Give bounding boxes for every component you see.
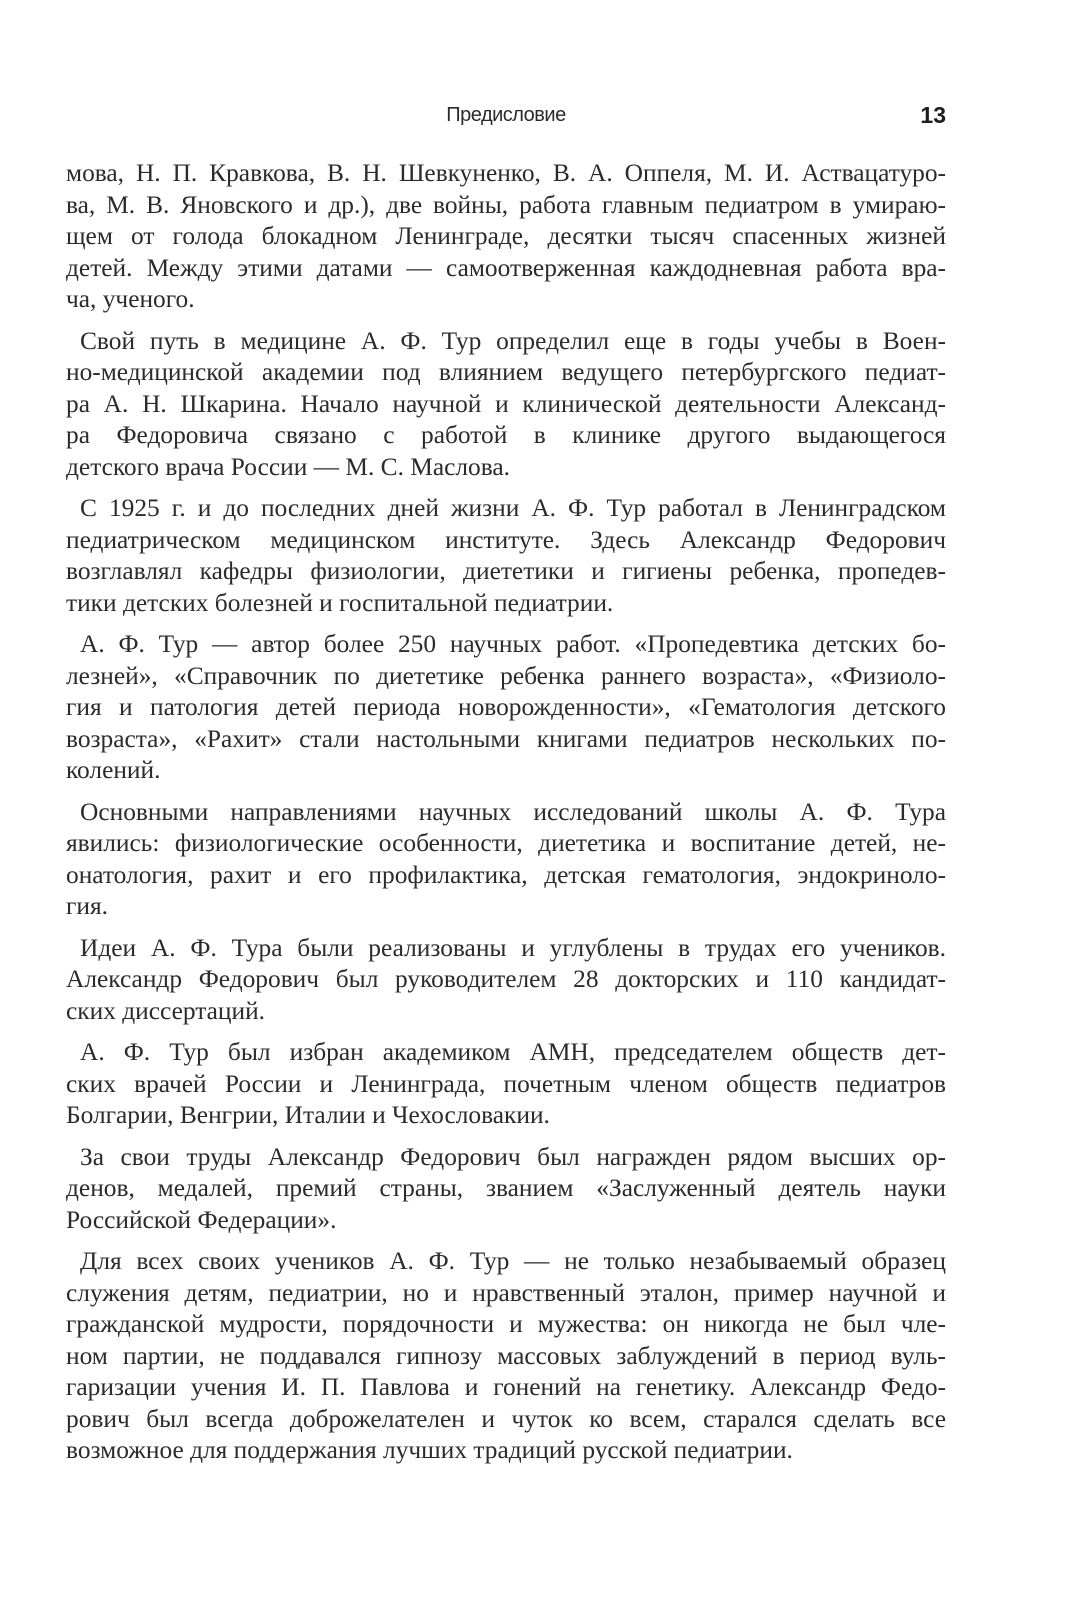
text-line: Свой путь в медицине А. Ф. Тур определил еще в годы учебы в Воен- (80, 326, 946, 355)
text-line: мова, Н. П. Кравкова, В. Н. Шевкуненко, В. А. Оппеля, М. И. Аствацатуро- (66, 159, 946, 187)
text-line: денов, медалей, премий страны, званием «Заслуженный деятель науки (66, 1174, 946, 1202)
text-line: гражданской мудрости, порядочности и мужества: он никогда не был чле- (66, 1310, 946, 1338)
page-number: 13 (920, 102, 946, 128)
text-line: ва, М. В. Яновского и др.), две войны, работа главным педиатром в умираю- (66, 190, 946, 219)
text-line: явились: физиологические особенности, диететика и воспитание детей, не- (66, 829, 946, 857)
text-line: тики детских болезней и госпитальной педиатрии. (66, 588, 614, 617)
text-line: ских диссертаций. (66, 996, 266, 1025)
body-text (66, 158, 946, 1477)
paragraph (66, 326, 946, 484)
running-title: Предисловие (446, 104, 566, 126)
text-line: ном партии, не поддавался гипнозу массовых заблуждений в период вуль- (66, 1341, 946, 1370)
text-line: гия и патология детей периода новорожденности», «Гематология детского (66, 693, 946, 721)
text-line: ских врачей России и Ленинграда, почетным членом обществ педиатров (66, 1069, 946, 1098)
text-line: служения детям, педиатрии, но и нравственный эталон, пример научной и (66, 1278, 946, 1307)
text-line: лезней», «Справочник по диететике ребенка раннего возраста», «Физиоло- (66, 661, 946, 690)
text-line: ча, ученого. (66, 285, 195, 313)
text-line: возможное для поддержания лучших традиций русской педиатрии. (66, 1436, 793, 1464)
paragraph (66, 1142, 946, 1237)
text-line: А. Ф. Тур — автор более 250 научных работ. «Пропедевтика детских бо- (80, 630, 946, 658)
paragraph (66, 797, 946, 923)
paragraph (66, 629, 946, 787)
paragraph (66, 1037, 946, 1132)
text-line: ра Федоровича связано с работой в клинике другого выдающегося (66, 421, 946, 449)
text-line: онатология, рахит и его профилактика, детская гематология, эндокриноло- (66, 860, 946, 889)
text-line: возраста», «Рахит» стали настольными книгами педиатров нескольких по- (66, 724, 946, 753)
text-line: За свои труды Александр Федорович был награжден рядом высших ор- (80, 1142, 946, 1171)
text-line: Александр Федорович был руководителем 28 докторских и 110 кандидат- (66, 965, 946, 993)
text-line: Российской Федерации». (66, 1205, 337, 1234)
text-line: рович был всегда доброжелателен и чуток ко всем, старался сделать все (66, 1404, 946, 1433)
text-line: детского врача России — М. С. Маслова. (66, 452, 511, 481)
text-line: С 1925 г. и до последних дней жизни А. Ф. Тур работал в Ленинградском (80, 494, 946, 522)
text-line: гаризации учения И. П. Павлова и гонений на генетику. Александр Федо- (66, 1373, 946, 1401)
text-line: педиатрическом медицинском институте. Здесь Александр Федорович (66, 525, 946, 554)
text-line: гия. (66, 892, 109, 920)
paragraph (66, 493, 946, 619)
paragraph (66, 1246, 946, 1467)
text-line: Для всех своих учеников А. Ф. Тур — не только незабываемый образец (80, 1247, 946, 1275)
text-line: но-медицинской академии под влиянием ведущего петербургского педиат- (66, 358, 946, 386)
text-line: детей. Между этими датами — самоотверженная каждодневная работа вра- (66, 253, 946, 282)
text-line: колений. (66, 756, 161, 784)
text-line: Болгарии, Венгрии, Италии и Чехословакии. (66, 1101, 550, 1129)
text-line: возглавлял кафедры физиологии, диететики и гигиены ребенка, пропедев- (66, 557, 946, 585)
text-line: ра А. Н. Шкарина. Начало научной и клинической деятельности Александ- (66, 389, 946, 418)
page-header (66, 104, 946, 134)
text-line: Основными направлениями научных исследований школы А. Ф. Тура (80, 797, 946, 826)
paragraph (66, 158, 946, 316)
paragraph (66, 933, 946, 1028)
text-line: щем от голода блокадном Ленинграде, десятки тысяч спасенных жизней (66, 222, 946, 250)
text-line: А. Ф. Тур был избран академиком АМН, председателем обществ дет- (80, 1038, 946, 1066)
text-line: Идеи А. Ф. Тура были реализованы и углублены в трудах его учеников. (80, 933, 946, 962)
